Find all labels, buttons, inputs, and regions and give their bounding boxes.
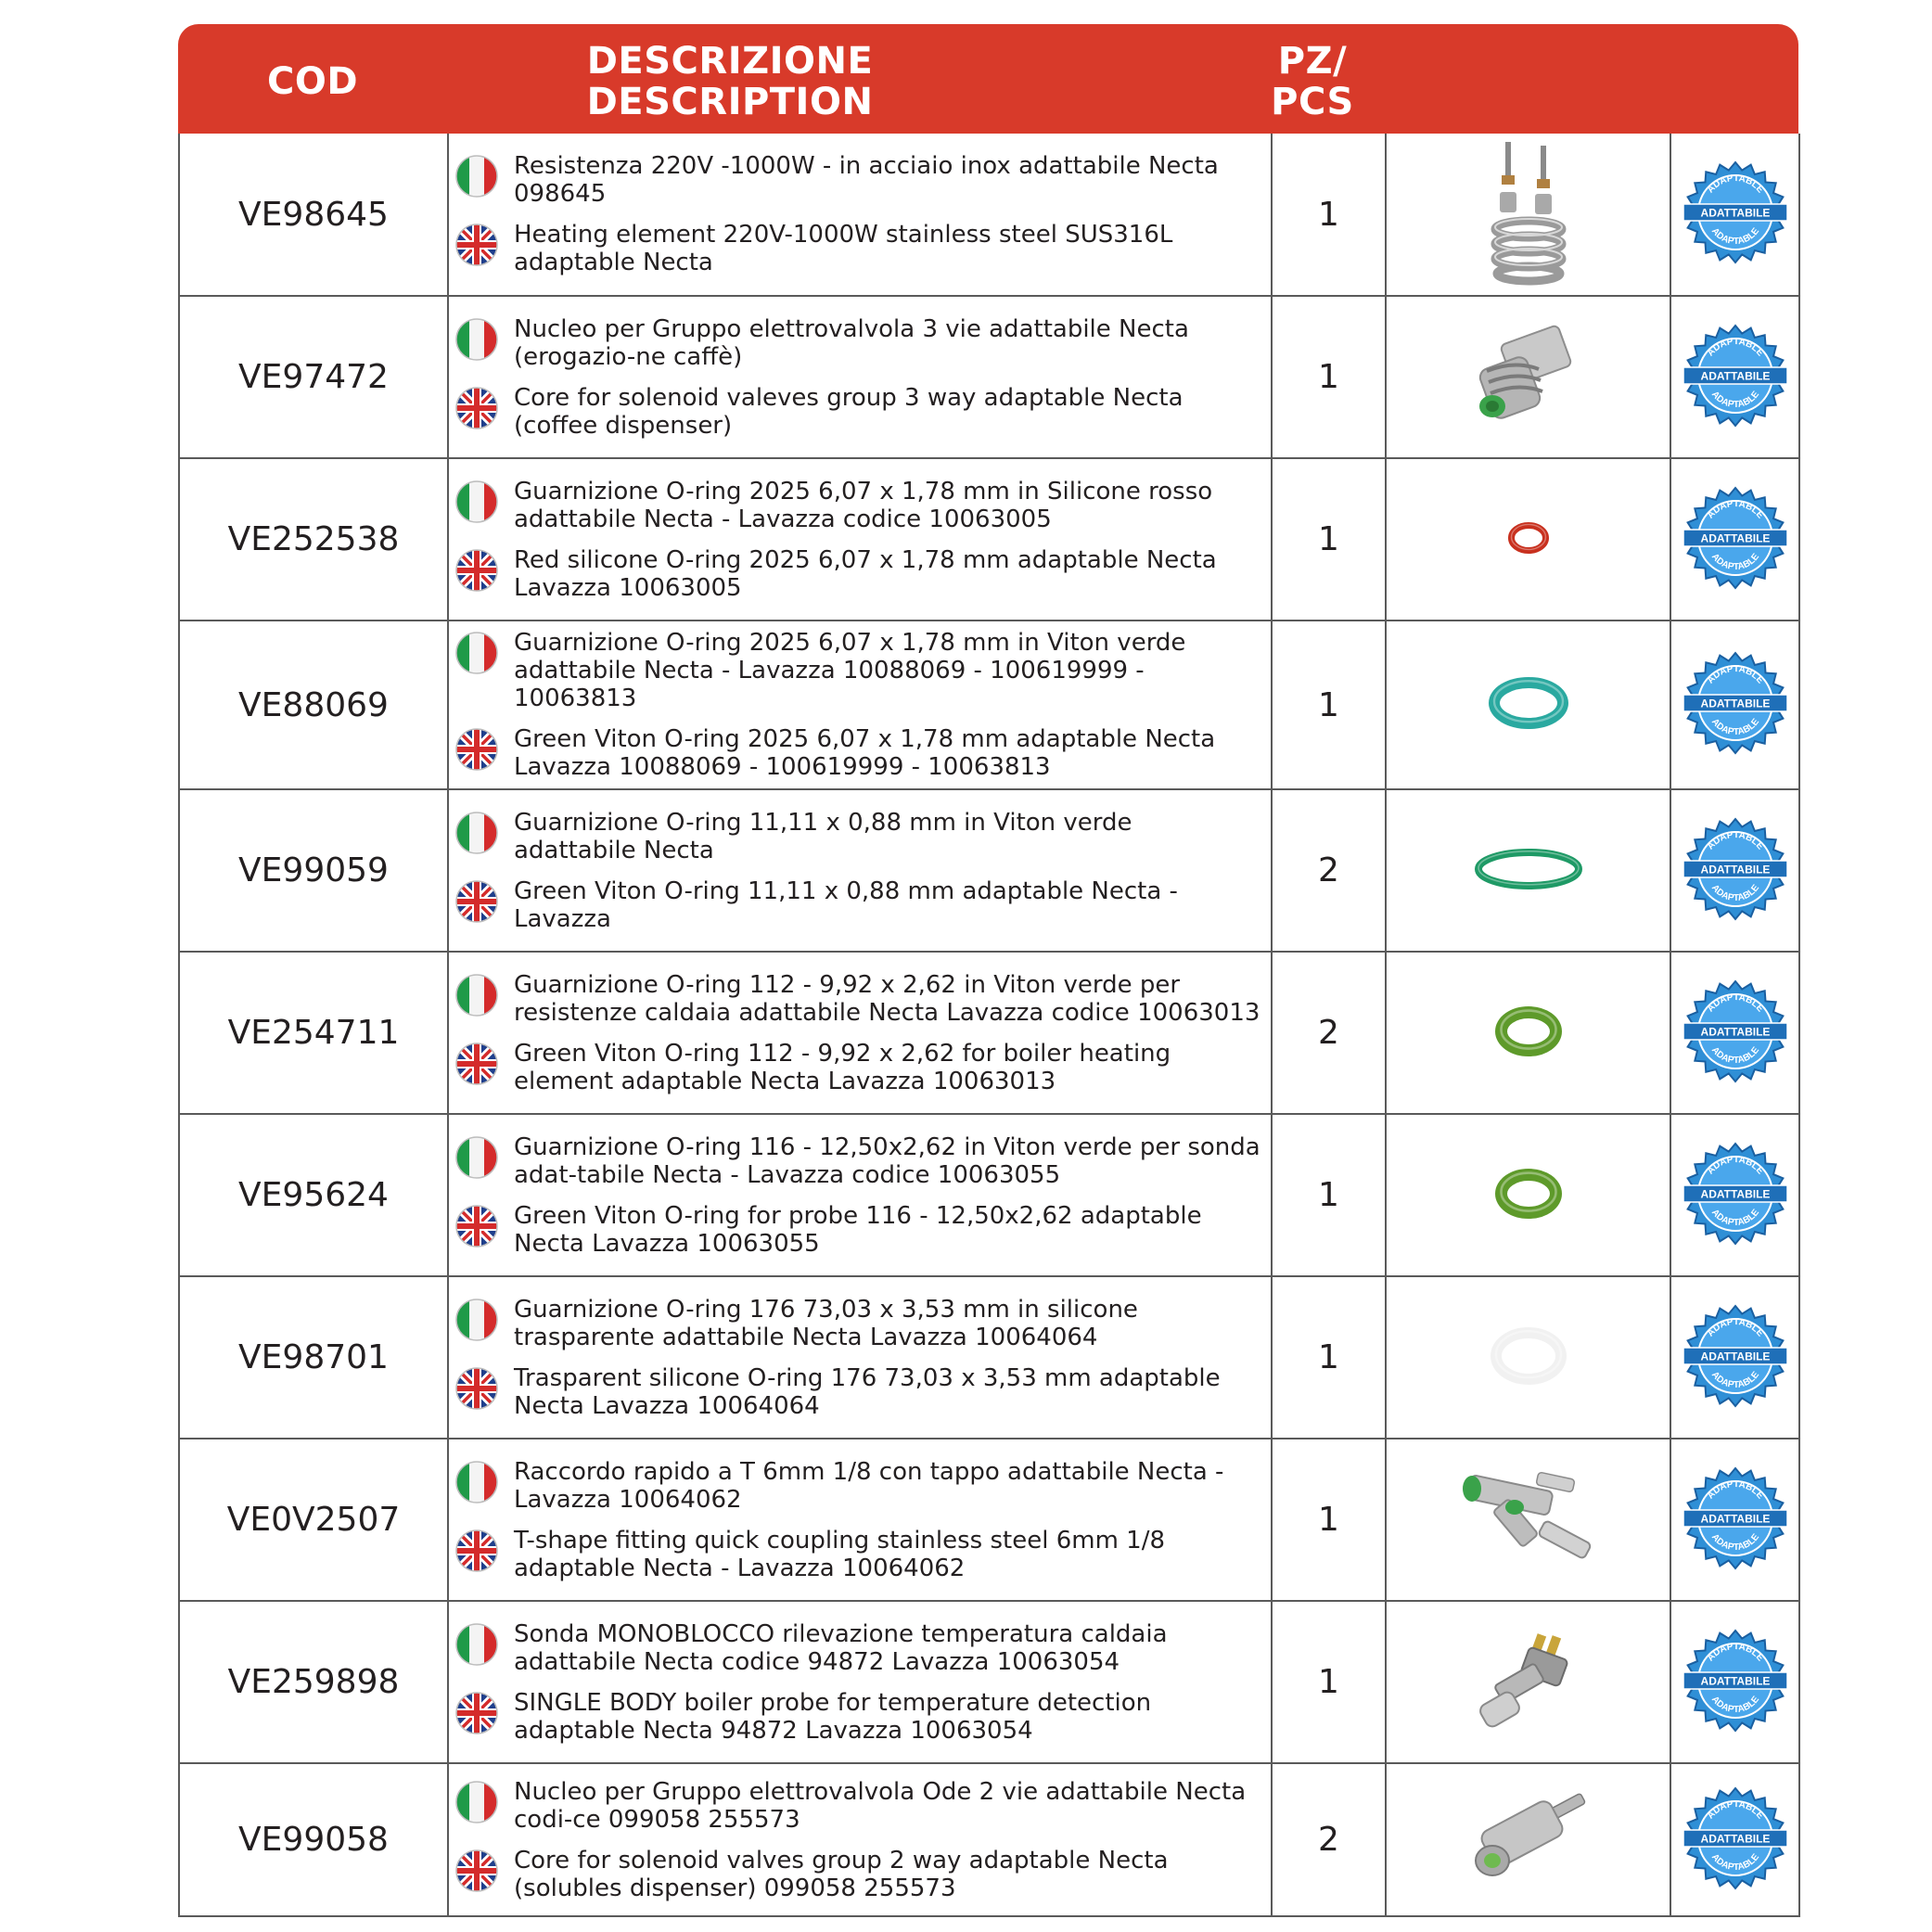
adaptable-badge-icon xyxy=(1680,157,1791,268)
product-table xyxy=(178,134,1800,1917)
description-english xyxy=(454,1364,1261,1420)
product-code: VE98645 xyxy=(179,134,448,296)
o-ring-olive-image xyxy=(1491,1002,1567,1061)
description-italian xyxy=(454,152,1261,208)
product-code: VE95624 xyxy=(179,1114,448,1276)
table-row xyxy=(179,1763,1799,1916)
description-en-text: Heating element 220V-1000W stainless steel SUS316L adaptable Necta xyxy=(514,221,1173,276)
badge-top-text: ADAPTABLE xyxy=(1705,992,1765,1014)
description-italian xyxy=(454,1620,1261,1676)
uk-flag-icon xyxy=(454,386,499,430)
product-description xyxy=(448,1439,1272,1601)
adaptable-badge-icon xyxy=(1680,813,1791,925)
badge-bottom-text: ADAPTABLE xyxy=(1708,551,1761,572)
product-code: VE254711 xyxy=(179,952,448,1114)
o-ring-green-thin-image xyxy=(1470,844,1587,894)
product-code: VE98701 xyxy=(179,1276,448,1439)
temperature-probe-image xyxy=(1468,1625,1589,1736)
solenoid-core-image xyxy=(1468,325,1589,427)
description-it-text: Sonda MONOBLOCCO rilevazione temperatura caldaia adattabile Necta codice 94872 Lavazza 10063054 xyxy=(514,1619,1168,1676)
badge-bottom-text: ADAPTABLE xyxy=(1708,1851,1761,1873)
adaptable-badge-cell xyxy=(1670,621,1799,789)
italian-flag-icon xyxy=(454,631,499,675)
o-ring-red-image xyxy=(1503,518,1554,558)
product-description xyxy=(448,621,1272,789)
italian-flag-icon xyxy=(454,1135,499,1180)
badge-top-text: ADAPTABLE xyxy=(1705,1316,1765,1338)
description-italian xyxy=(454,1133,1261,1189)
badge-bottom-text: ADAPTABLE xyxy=(1708,1531,1761,1553)
adaptable-badge-icon xyxy=(1680,647,1791,759)
product-image-cell xyxy=(1386,296,1670,458)
adaptable-badge-cell xyxy=(1670,952,1799,1114)
table-row xyxy=(179,1114,1799,1276)
product-image-cell xyxy=(1386,1601,1670,1763)
adaptable-badge-cell xyxy=(1670,296,1799,458)
product-description xyxy=(448,1276,1272,1439)
adaptable-badge-icon xyxy=(1680,320,1791,431)
badge-bottom-text: ADAPTABLE xyxy=(1708,225,1761,248)
product-quantity: 2 xyxy=(1272,789,1386,952)
badge-top-text: ADAPTABLE xyxy=(1705,498,1765,520)
description-it-text: Guarnizione O-ring 2025 6,07 x 1,78 mm in Viton verde adattabile Necta - Lavazza 10088069 - 100619999 - 10063813 xyxy=(514,629,1186,712)
product-image-cell xyxy=(1386,1763,1670,1916)
adaptable-badge-icon xyxy=(1680,1138,1791,1249)
italian-flag-icon xyxy=(454,480,499,524)
description-italian xyxy=(454,1458,1261,1514)
heating-element-image xyxy=(1478,138,1580,287)
italian-flag-icon xyxy=(454,1298,499,1342)
uk-flag-icon xyxy=(454,1691,499,1735)
badge-middle-text: ADATTABILE xyxy=(1700,1674,1770,1687)
description-italian xyxy=(454,1778,1261,1834)
table-row xyxy=(179,1439,1799,1601)
product-image-cell xyxy=(1386,789,1670,952)
description-it-text: Raccordo rapido a T 6mm 1/8 con tappo adattabile Necta - Lavazza 10064062 xyxy=(514,1457,1224,1514)
badge-middle-text: ADATTABILE xyxy=(1700,863,1770,876)
description-en-text: Green Viton O-ring 2025 6,07 x 1,78 mm adaptable Necta Lavazza 10088069 - 100619999 - 10063813 xyxy=(514,725,1216,781)
badge-top-text: ADAPTABLE xyxy=(1705,829,1765,851)
table-row xyxy=(179,458,1799,621)
description-it-text: Nucleo per Gruppo elettrovalvola Ode 2 vie adattabile Necta codi-ce 099058 255573 xyxy=(514,1777,1247,1834)
adaptable-badge-cell xyxy=(1670,1276,1799,1439)
description-it-text: Resistenza 220V -1000W - in acciaio inox adattabile Necta 098645 xyxy=(514,152,1219,208)
italian-flag-icon xyxy=(454,1622,499,1667)
badge-middle-text: ADATTABILE xyxy=(1700,1187,1770,1200)
adaptable-badge-cell xyxy=(1670,1763,1799,1916)
o-ring-olive-image xyxy=(1491,1164,1567,1223)
badge-middle-text: ADATTABILE xyxy=(1700,206,1770,220)
description-it-text: Nucleo per Gruppo elettrovalvola 3 vie adattabile Necta (erogazio-ne caffè) xyxy=(514,314,1189,371)
header-pz: PZ/ xyxy=(1277,40,1348,83)
header-cod: COD xyxy=(266,60,359,103)
adaptable-badge-icon xyxy=(1680,976,1791,1087)
italian-flag-icon xyxy=(454,317,499,362)
product-description xyxy=(448,1763,1272,1916)
badge-middle-text: ADATTABILE xyxy=(1700,1025,1770,1038)
adaptable-badge-icon xyxy=(1680,1300,1791,1412)
description-english xyxy=(454,221,1261,276)
adaptable-badge-cell xyxy=(1670,789,1799,952)
product-code: VE99059 xyxy=(179,789,448,952)
italian-flag-icon xyxy=(454,1780,499,1824)
uk-flag-icon xyxy=(454,1849,499,1893)
adaptable-badge-icon xyxy=(1680,1463,1791,1574)
description-it-text: Guarnizione O-ring 2025 6,07 x 1,78 mm in Silicone rosso adattabile Necta - Lavazza codice 10063005 xyxy=(514,477,1213,533)
description-english xyxy=(454,1040,1261,1095)
uk-flag-icon xyxy=(454,223,499,267)
o-ring-clear-image xyxy=(1486,1323,1571,1389)
description-en-text: SINGLE BODY boiler probe for temperature detection adaptable Necta 94872 Lavazza 10063054 xyxy=(514,1688,1152,1745)
description-it-text: Guarnizione O-ring 11,11 x 0,88 mm in Viton verde adattabile Necta xyxy=(514,808,1132,864)
badge-middle-text: ADATTABILE xyxy=(1700,697,1770,710)
italian-flag-icon xyxy=(454,1460,499,1504)
uk-flag-icon xyxy=(454,1366,499,1411)
uk-flag-icon xyxy=(454,1204,499,1248)
description-italian xyxy=(454,971,1261,1027)
italian-flag-icon xyxy=(454,973,499,1017)
description-it-text: Guarnizione O-ring 176 73,03 x 3,53 mm in silicone trasparente adattabile Necta Lavazza 10064064 xyxy=(514,1295,1138,1351)
description-english xyxy=(454,725,1261,781)
description-en-text: Trasparent silicone O-ring 176 73,03 x 3,53 mm adaptable Necta Lavazza 10064064 xyxy=(514,1363,1221,1420)
product-image-cell xyxy=(1386,1439,1670,1601)
product-description xyxy=(448,1114,1272,1276)
description-en-text: Green Viton O-ring 11,11 x 0,88 mm adaptable Necta - Lavazza xyxy=(514,876,1178,933)
description-en-text: Core for solenoid valves group 2 way adaptable Necta (solubles dispenser) 099058 255573 xyxy=(514,1846,1169,1902)
product-image-cell xyxy=(1386,1114,1670,1276)
badge-bottom-text: ADAPTABLE xyxy=(1708,716,1761,738)
product-quantity: 1 xyxy=(1272,1276,1386,1439)
product-quantity: 1 xyxy=(1272,1601,1386,1763)
product-code: VE99058 xyxy=(179,1763,448,1916)
adaptable-badge-cell xyxy=(1670,1114,1799,1276)
description-en-text: Red silicone O-ring 2025 6,07 x 1,78 mm adaptable Necta Lavazza 10063005 xyxy=(514,545,1217,602)
description-english xyxy=(454,1847,1261,1902)
badge-bottom-text: ADAPTABLE xyxy=(1708,1044,1761,1066)
table-row xyxy=(179,952,1799,1114)
description-italian xyxy=(454,315,1261,371)
product-code: VE0V2507 xyxy=(179,1439,448,1601)
uk-flag-icon xyxy=(454,879,499,924)
uk-flag-icon xyxy=(454,1529,499,1573)
o-ring-teal-image xyxy=(1484,672,1573,734)
adaptable-badge-cell xyxy=(1670,1439,1799,1601)
description-italian xyxy=(454,629,1261,712)
description-italian xyxy=(454,809,1261,864)
product-quantity: 1 xyxy=(1272,621,1386,789)
adaptable-badge-cell xyxy=(1670,1601,1799,1763)
header-description xyxy=(456,41,1004,122)
product-image-cell xyxy=(1386,458,1670,621)
badge-middle-text: ADATTABILE xyxy=(1700,1350,1770,1363)
description-en-text: Green Viton O-ring for probe 116 - 12,50x2,62 adaptable Necta Lavazza 10063055 xyxy=(514,1201,1202,1258)
badge-bottom-text: ADAPTABLE xyxy=(1708,1207,1761,1228)
product-image-cell xyxy=(1386,1276,1670,1439)
badge-middle-text: ADATTABILE xyxy=(1700,369,1770,382)
product-quantity: 1 xyxy=(1272,134,1386,296)
adaptable-badge-icon xyxy=(1680,482,1791,594)
product-description xyxy=(448,1601,1272,1763)
table-header xyxy=(178,24,1798,134)
badge-bottom-text: ADAPTABLE xyxy=(1708,1369,1761,1390)
table-row xyxy=(179,789,1799,952)
badge-top-text: ADAPTABLE xyxy=(1705,1798,1765,1821)
badge-top-text: ADAPTABLE xyxy=(1705,1641,1765,1663)
description-italian xyxy=(454,478,1261,533)
product-code: VE252538 xyxy=(179,458,448,621)
italian-flag-icon xyxy=(454,811,499,855)
header-desc-it: DESCRIZIONE xyxy=(586,40,874,83)
badge-top-text: ADAPTABLE xyxy=(1705,663,1765,686)
product-description xyxy=(448,134,1272,296)
table-row xyxy=(179,296,1799,458)
adaptable-badge-cell xyxy=(1670,458,1799,621)
badge-top-text: ADAPTABLE xyxy=(1705,1478,1765,1501)
product-quantity: 1 xyxy=(1272,1439,1386,1601)
description-it-text: Guarnizione O-ring 112 - 9,92 x 2,62 in Viton verde per resistenze caldaia adattabile Necta Lavazza codice 10063013 xyxy=(514,970,1260,1027)
badge-bottom-text: ADAPTABLE xyxy=(1708,882,1761,903)
uk-flag-icon xyxy=(454,1042,499,1086)
description-english xyxy=(454,1202,1261,1258)
description-en-text: T-shape fitting quick coupling stainless steel 6mm 1/8 adaptable Necta - Lavazza 10064062 xyxy=(514,1526,1166,1582)
description-english xyxy=(454,384,1261,440)
product-description xyxy=(448,458,1272,621)
adaptable-badge-cell xyxy=(1670,134,1799,296)
product-description xyxy=(448,296,1272,458)
product-description xyxy=(448,952,1272,1114)
header-desc-en: DESCRIPTION xyxy=(586,81,874,123)
product-code: VE259898 xyxy=(179,1601,448,1763)
adaptable-badge-icon xyxy=(1680,1625,1791,1736)
description-english xyxy=(454,1689,1261,1745)
badge-middle-text: ADATTABILE xyxy=(1700,1512,1770,1525)
product-quantity: 2 xyxy=(1272,1763,1386,1916)
badge-middle-text: ADATTABILE xyxy=(1700,531,1770,544)
product-description xyxy=(448,789,1272,952)
badge-bottom-text: ADAPTABLE xyxy=(1708,1694,1761,1715)
table-row xyxy=(179,1276,1799,1439)
product-quantity: 1 xyxy=(1272,296,1386,458)
t-fitting-image xyxy=(1450,1463,1607,1574)
badge-top-text: ADAPTABLE xyxy=(1705,336,1765,358)
badge-top-text: ADAPTABLE xyxy=(1705,1154,1765,1176)
badge-middle-text: ADATTABILE xyxy=(1700,1832,1770,1845)
table-row xyxy=(179,1601,1799,1763)
description-english xyxy=(454,1527,1261,1582)
solenoid-core-2-image xyxy=(1459,1783,1598,1894)
product-sheet xyxy=(178,24,1798,1917)
product-image-cell xyxy=(1386,621,1670,789)
badge-top-text: ADAPTABLE xyxy=(1705,173,1765,196)
badge-bottom-text: ADAPTABLE xyxy=(1708,389,1761,410)
product-code: VE88069 xyxy=(179,621,448,789)
header-quantity xyxy=(1224,41,1401,122)
table-row xyxy=(179,621,1799,789)
description-english xyxy=(454,877,1261,933)
description-en-text: Core for solenoid valeves group 3 way adaptable Necta (coffee dispenser) xyxy=(514,383,1184,440)
product-code: VE97472 xyxy=(179,296,448,458)
italian-flag-icon xyxy=(454,154,499,198)
product-image-cell xyxy=(1386,134,1670,296)
header-pcs: PCS xyxy=(1271,81,1354,123)
uk-flag-icon xyxy=(454,727,499,772)
description-it-text: Guarnizione O-ring 116 - 12,50x2,62 in Viton verde per sonda adat-tabile Necta - Lavazza codice 10063055 xyxy=(514,1132,1260,1189)
description-en-text: Green Viton O-ring 112 - 9,92 x 2,62 for boiler heating element adaptable Necta Lavazza 10063013 xyxy=(514,1039,1171,1095)
product-quantity: 2 xyxy=(1272,952,1386,1114)
table-row xyxy=(179,134,1799,296)
product-quantity: 1 xyxy=(1272,1114,1386,1276)
description-english xyxy=(454,546,1261,602)
uk-flag-icon xyxy=(454,548,499,593)
adaptable-badge-icon xyxy=(1680,1783,1791,1894)
description-italian xyxy=(454,1296,1261,1351)
product-quantity: 1 xyxy=(1272,458,1386,621)
product-image-cell xyxy=(1386,952,1670,1114)
